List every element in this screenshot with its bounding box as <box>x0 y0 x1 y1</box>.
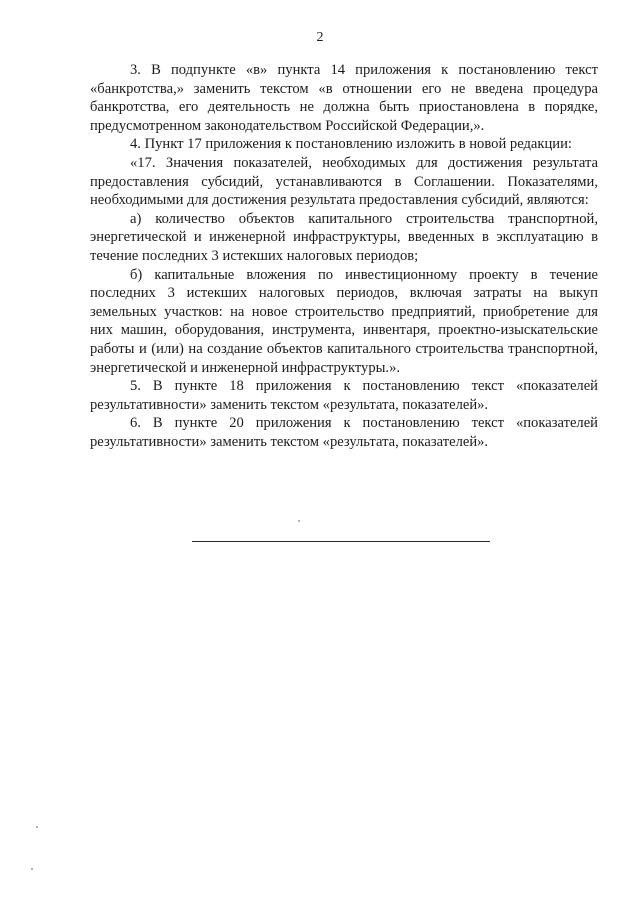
paragraph-point-17: «17. Значения показателей, необходимых для достижения результата предоставления субсидий, устанавливаются в Соглашении. Показателями, необходимыми для достижения результата предоставления субсидий, являются: <box>90 154 598 209</box>
paragraph-item-6: 6. В пункте 20 приложения к постановлению текст «показателей результативности» заменить текстом «результата, показателей». <box>90 415 598 450</box>
page-number: 2 <box>316 30 324 45</box>
paragraph-item-4: 4. Пункт 17 приложения к постановлению изложить в новой редакции: <box>130 136 572 153</box>
document-body <box>90 61 598 451</box>
paragraph-subitem-a: а) количество объектов капитального строительства транспортной, энергетической и инженерной инфраструктуры, введенных в эксплуатацию в течение последних 3 истекших налоговых периодов; <box>90 210 598 264</box>
scan-speck <box>36 826 38 828</box>
closing-separator-line <box>192 541 490 542</box>
paragraph-subitem-b: б) капитальные вложения по инвестиционному проекту в течение последних 3 истекших налоговых периодов, включая затраты на выкуп земельных участков: на новое строительство предприятий, приобретение для них машин, оборудования, инструмента, инвентаря, проектно-изыскательские работы и (или) на создание объектов капитального строительства транспортной, энергетической и инженерной инфраструктуры.». <box>90 266 598 376</box>
scan-speck <box>31 868 33 870</box>
paragraph-item-5: 5. В пункте 18 приложения к постановлению текст «показателей результативности» заменить текстом «результата, показателей». <box>90 378 598 413</box>
paragraph-item-3: 3. В подпункте «в» пункта 14 приложения к постановлению текст «банкротства,» заменить текстом «в отношении его не введена процедура банкротства, его деятельность не должна быть приостановлена в порядке, предусмотренном законодательством Российской Федерации,». <box>90 62 598 134</box>
scan-speck <box>298 520 300 522</box>
